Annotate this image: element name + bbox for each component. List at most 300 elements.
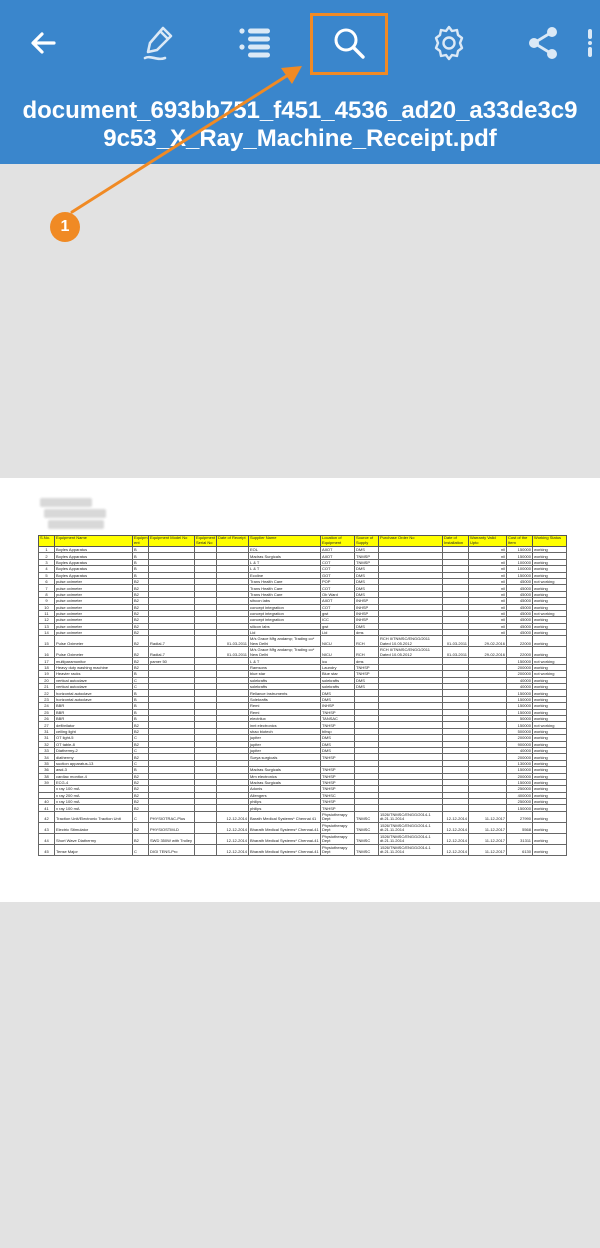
- table-cell: 150000: [507, 779, 533, 785]
- table-cell: DMS: [355, 623, 379, 629]
- table-cell: Lid: [249, 630, 321, 636]
- table-cell: B: [133, 559, 149, 565]
- table-cell: 36: [39, 767, 55, 773]
- table-cell: Trans Health Care: [249, 585, 321, 591]
- table-cell: Trans Health Care: [249, 578, 321, 584]
- table-cell: Physiotherapy Dept: [321, 822, 355, 833]
- table-cell: nil: [469, 630, 507, 636]
- table-cell: B2: [133, 754, 149, 760]
- table-cell: solekrafts: [321, 684, 355, 690]
- table-cell: NICU: [321, 636, 355, 647]
- table-cell: 22: [39, 690, 55, 696]
- share-button[interactable]: [514, 14, 572, 72]
- table-cell: 45000: [507, 591, 533, 597]
- table-cell: working: [533, 598, 567, 604]
- table-cell: 26: [39, 715, 55, 721]
- table-cell: Ecoline: [249, 572, 321, 578]
- table-cell: Traction Unit/Electronic Traction Unit: [55, 811, 133, 822]
- table-cell: sihcon labs: [249, 598, 321, 604]
- table-cell: ECG-4: [55, 779, 133, 785]
- table-cell: suction apparatus-13: [55, 760, 133, 766]
- table-cell: B: [133, 709, 149, 715]
- annotate-button[interactable]: [130, 14, 188, 72]
- table-cell: INHSP: [355, 617, 379, 623]
- table-cell: 400000: [507, 792, 533, 798]
- table-cell: 27: [39, 722, 55, 728]
- table-cell: not working: [533, 722, 567, 728]
- table-cell: Bharath Medical Systems* Chennai-41: [249, 833, 321, 844]
- table-cell: Blue star: [321, 671, 355, 677]
- table-cell: 9: [39, 598, 55, 604]
- table-cell: B: [133, 767, 149, 773]
- table-cell: 16: [39, 647, 55, 658]
- table-cell: pulse oximeter: [55, 591, 133, 597]
- table-cell: working: [533, 696, 567, 702]
- table-cell: TNMSC: [355, 833, 379, 844]
- table-cell: B2: [133, 647, 149, 658]
- table-cell: working: [533, 805, 567, 811]
- table-cell: M/s Grace Mfg andamp; Trading co* New Delhi: [249, 636, 321, 647]
- table-cell: Adonis: [249, 786, 321, 792]
- table-cell: B2: [133, 779, 149, 785]
- table-cell: 200000: [507, 773, 533, 779]
- table-cell: Madras Surgicals: [249, 779, 321, 785]
- table-cell: 27990: [507, 811, 533, 822]
- table-cell: jupiter: [249, 735, 321, 741]
- table-cell: RCH II/TNMSC/ENGG/2011 Dated 10.05.2012: [379, 647, 443, 658]
- table-cell: working: [533, 566, 567, 572]
- table-cell: B: [133, 553, 149, 559]
- table-cell: gwt: [321, 623, 355, 629]
- table-cell: 12-12-2014: [443, 833, 469, 844]
- viewer-background: [0, 164, 600, 478]
- table-cell: 44: [39, 833, 55, 844]
- table-cell: Barath Medical Systems* Chennai 41: [249, 811, 321, 822]
- table-cell: shao biotech: [249, 728, 321, 734]
- table-cell: TNHSP: [321, 786, 355, 792]
- table-cell: Electric Stimulator: [55, 822, 133, 833]
- table-cell: INHSP: [355, 598, 379, 604]
- table-cell: Madras Surgicals: [249, 553, 321, 559]
- table-cell: B2: [133, 792, 149, 798]
- table-cell: GOT: [321, 572, 355, 578]
- table-cell: B2: [133, 799, 149, 805]
- table-cell: 29-02-2016: [469, 647, 507, 658]
- table-cell: working: [533, 760, 567, 766]
- table-cell: 7: [39, 585, 55, 591]
- table-cell: 45000: [507, 617, 533, 623]
- table-cell: Reliance instruments: [249, 690, 321, 696]
- table-cell: NICU: [321, 647, 355, 658]
- table-cell: nil: [469, 566, 507, 572]
- table-cell: 40: [39, 799, 55, 805]
- table-cell: 150000: [507, 572, 533, 578]
- table-cell: [195, 636, 217, 647]
- table-cell: 38: [39, 773, 55, 779]
- gear-icon: [430, 24, 468, 62]
- table-cell: cardiac monitor-4: [55, 773, 133, 779]
- table-cell: DMS: [321, 696, 355, 702]
- table-cell: pulse oximeter: [55, 610, 133, 616]
- table-cell: Lid: [321, 630, 355, 636]
- table-cell: 40000: [507, 677, 533, 683]
- table-cell: Heavy duty washing machine: [55, 664, 133, 670]
- list-icon: [237, 26, 273, 60]
- table-cell: working: [533, 547, 567, 553]
- table-cell: 42: [39, 811, 55, 822]
- table-cell: POP: [321, 578, 355, 584]
- table-cell: x ray 200 mA: [55, 792, 133, 798]
- outline-button[interactable]: [226, 14, 284, 72]
- table-row: [39, 844, 567, 855]
- table-cell: B2: [133, 598, 149, 604]
- table-cell: not working: [533, 578, 567, 584]
- table-cell: Madras Surgicals: [249, 767, 321, 773]
- table-cell: B: [133, 566, 149, 572]
- table-cell: AIIOT: [321, 598, 355, 604]
- table-cell: Radial-7: [149, 647, 195, 658]
- table-cell: vertical autoclave: [55, 684, 133, 690]
- table-cell: 1526/TNMSC/ENGG/2014-1 dt.21.11.2014: [379, 822, 443, 833]
- table-cell: 32: [39, 741, 55, 747]
- table-cell: 10: [39, 604, 55, 610]
- table-cell: Physiotherapy Dept: [321, 844, 355, 855]
- table-cell: TNMSC: [355, 844, 379, 855]
- document-title-bar: [0, 86, 600, 164]
- table-cell: diathermy: [55, 754, 133, 760]
- table-cell: SWD 350W with Trolley: [149, 833, 195, 844]
- column-header: Purchase Order No: [379, 536, 443, 547]
- table-cell: B2: [133, 773, 149, 779]
- table-cell: 40000: [507, 747, 533, 753]
- table-cell: not working: [533, 610, 567, 616]
- table-cell: pulse oximeter: [55, 585, 133, 591]
- table-cell: 100000: [507, 566, 533, 572]
- table-cell: C: [133, 684, 149, 690]
- table-cell: 25: [39, 709, 55, 715]
- table-cell: 150000: [507, 658, 533, 664]
- table-cell: 5568: [507, 822, 533, 833]
- table-cell: C: [133, 844, 149, 855]
- table-cell: pulse oximeter: [55, 630, 133, 636]
- table-cell: 150000: [507, 547, 533, 553]
- table-cell: 1: [39, 547, 55, 553]
- table-cell: INHSP: [355, 610, 379, 616]
- table-cell: 12-12-2014: [217, 822, 249, 833]
- table-cell: Pulse Oximeter: [55, 647, 133, 658]
- table-cell: L & T: [249, 559, 321, 565]
- table-cell: 21: [39, 684, 55, 690]
- table-cell: working: [533, 747, 567, 753]
- pen-icon: [141, 23, 177, 63]
- table-cell: 14: [39, 630, 55, 636]
- table-cell: TNHSC: [321, 792, 355, 798]
- table-cell: not working: [533, 671, 567, 677]
- table-cell: L & T: [249, 658, 321, 664]
- table-cell: 20: [39, 677, 55, 683]
- table-cell: working: [533, 773, 567, 779]
- table-cell: COT: [321, 604, 355, 610]
- table-cell: working: [533, 664, 567, 670]
- table-cell: DMS: [355, 578, 379, 584]
- table-cell: Surya surgicals: [249, 754, 321, 760]
- table-cell: 15: [39, 636, 55, 647]
- table-cell: BBR: [55, 715, 133, 721]
- table-cell: 11-12-2017: [469, 844, 507, 855]
- table-cell: Pulse Oximeter: [55, 636, 133, 647]
- table-cell: working: [533, 572, 567, 578]
- table-cell: B2: [133, 786, 149, 792]
- table-cell: L & T: [249, 566, 321, 572]
- table-cell: jupiter: [249, 741, 321, 747]
- table-cell: working: [533, 647, 567, 658]
- table-cell: TNHSP: [321, 805, 355, 811]
- table-cell: 45: [39, 844, 55, 855]
- table-cell: working: [533, 559, 567, 565]
- table-cell: multiparamonitor: [55, 658, 133, 664]
- column-header: Equipment Model No: [149, 536, 195, 547]
- table-cell: 11-12-2017: [469, 811, 507, 822]
- table-cell: TANSAC: [321, 715, 355, 721]
- table-cell: Diathermy-2: [55, 747, 133, 753]
- table-cell: Boyles Apparatus: [55, 572, 133, 578]
- table-cell: 12-12-2014: [443, 844, 469, 855]
- table-cell: 200000: [507, 735, 533, 741]
- table-cell: Trans Health Care: [249, 591, 321, 597]
- table-header-row: [39, 536, 567, 547]
- table-cell: 22000: [507, 636, 533, 647]
- table-cell: TNHSP: [355, 664, 379, 670]
- table-cell: 900000: [507, 741, 533, 747]
- table-row: [39, 636, 567, 647]
- table-cell: nil: [469, 547, 507, 553]
- table-cell: C: [133, 811, 149, 822]
- table-cell: B: [133, 703, 149, 709]
- table-cell: gwt: [321, 610, 355, 616]
- table-cell: 150000: [507, 709, 533, 715]
- table-cell: 17: [39, 658, 55, 664]
- table-cell: 150000: [507, 703, 533, 709]
- share-icon: [525, 25, 561, 61]
- table-cell: 45000: [507, 578, 533, 584]
- table-cell: TNHSP: [321, 779, 355, 785]
- table-cell: 100000: [507, 559, 533, 565]
- arrow-left-icon: [28, 28, 58, 58]
- table-cell: TNMSP: [355, 553, 379, 559]
- table-cell: 45000: [507, 604, 533, 610]
- table-cell: 31: [39, 735, 55, 741]
- table-cell: TNHSP: [321, 754, 355, 760]
- table-cell: working: [533, 741, 567, 747]
- table-cell: 1526/TNMSC/ENGG/2014-1 dt.21.11.2014: [379, 844, 443, 855]
- column-header: S.No.: [39, 536, 55, 547]
- table-cell: nil: [469, 598, 507, 604]
- table-cell: TNHSP: [321, 773, 355, 779]
- column-header: Supplier Name: [249, 536, 321, 547]
- table-cell: 1526/TNMSC/ENGG/2014-1 dt.21.11.2014: [379, 833, 443, 844]
- table-cell: 23: [39, 696, 55, 702]
- table-cell: TNHSP: [321, 799, 355, 805]
- table-cell: PHYSIOTRAC-Plus: [149, 811, 195, 822]
- search-highlight-box: [310, 13, 388, 75]
- redacted-header-line: [40, 498, 92, 507]
- table-cell: B2: [133, 623, 149, 629]
- table-cell: 39: [39, 779, 55, 785]
- table-cell: 12-12-2014: [443, 822, 469, 833]
- redacted-header-line: [48, 520, 104, 529]
- table-cell: Mm electronics: [249, 773, 321, 779]
- table-cell: DMS: [355, 585, 379, 591]
- table-cell: [195, 833, 217, 844]
- table-cell: working: [533, 767, 567, 773]
- table-cell: 12: [39, 617, 55, 623]
- table-cell: working: [533, 811, 567, 822]
- column-header: Equipm ent: [134, 535, 148, 545]
- table-cell: solekrafts: [249, 684, 321, 690]
- table-cell: working: [533, 636, 567, 647]
- table-cell: innt electronics: [249, 722, 321, 728]
- table-cell: B2: [133, 664, 149, 670]
- table-cell: philips: [249, 805, 321, 811]
- column-header: Equipment Name: [55, 536, 133, 547]
- table-cell: INHSP: [321, 703, 355, 709]
- table-cell: BBR: [55, 709, 133, 715]
- table-cell: 13: [39, 623, 55, 629]
- table-cell: 150000: [507, 690, 533, 696]
- table-cell: [195, 647, 217, 658]
- table-cell: 6130: [507, 844, 533, 855]
- table-cell: 2: [39, 553, 55, 559]
- table-cell: B2: [133, 630, 149, 636]
- table-cell: 50000: [507, 715, 533, 721]
- table-cell: working: [533, 591, 567, 597]
- table-cell: C: [133, 747, 149, 753]
- table-cell: 22000: [507, 647, 533, 658]
- table-cell: B2: [133, 604, 149, 610]
- table-cell: working: [533, 684, 567, 690]
- column-header: Date of Receipt: [217, 536, 249, 547]
- table-cell: Ramsons: [249, 664, 321, 670]
- table-cell: B: [133, 690, 149, 696]
- table-cell: Solekrafts: [249, 696, 321, 702]
- more-icon: [580, 25, 600, 61]
- table-cell: TNHSP: [321, 767, 355, 773]
- receipt-table: [38, 535, 567, 856]
- table-cell: 34: [39, 754, 55, 760]
- table-cell: RCH II/TNMSC/ENGG/2011 Dated 10.05.2012: [379, 636, 443, 647]
- settings-button[interactable]: [420, 14, 478, 72]
- table-cell: Bharath Medical Systems* Chennai-41: [249, 822, 321, 833]
- table-cell: nil: [469, 578, 507, 584]
- table-cell: B: [133, 696, 149, 702]
- table-cell: working: [533, 792, 567, 798]
- table-cell: [195, 822, 217, 833]
- table-cell: 01-03-2011: [217, 647, 249, 658]
- table-cell: 12-12-2014: [217, 844, 249, 855]
- table-cell: AIIOT: [321, 553, 355, 559]
- table-cell: INHSP: [355, 604, 379, 610]
- table-cell: 8: [39, 591, 55, 597]
- table-row: [39, 822, 567, 833]
- table-cell: DMS: [355, 547, 379, 553]
- column-header: Cost of the Item: [507, 536, 533, 547]
- table-cell: Radial-7: [149, 636, 195, 647]
- table-cell: 41: [39, 805, 55, 811]
- table-cell: horizontal autoclave: [55, 690, 133, 696]
- table-cell: working: [533, 844, 567, 855]
- table-cell: working: [533, 553, 567, 559]
- table-row: [39, 811, 567, 822]
- table-cell: pulse oximeter: [55, 617, 133, 623]
- table-cell: working: [533, 709, 567, 715]
- table-cell: 150000: [507, 767, 533, 773]
- table-cell: 500000: [507, 728, 533, 734]
- table-cell: 40000: [507, 684, 533, 690]
- table-cell: x ray 100 mA: [55, 799, 133, 805]
- table-cell: 31: [39, 728, 55, 734]
- more-button[interactable]: [580, 14, 600, 72]
- table-cell: working: [533, 677, 567, 683]
- table-cell: 45000: [507, 598, 533, 604]
- table-cell: 150000: [507, 553, 533, 559]
- table-cell: TNHSP: [321, 722, 355, 728]
- table-cell: working: [533, 690, 567, 696]
- table-cell: 45000: [507, 610, 533, 616]
- column-header: Working Status: [533, 536, 567, 547]
- table-cell: 43: [39, 822, 55, 833]
- table-cell: Boyles Apparatus: [55, 547, 133, 553]
- table-cell: awd-3: [55, 767, 133, 773]
- table-cell: nil: [469, 610, 507, 616]
- table-cell: TNHSP: [355, 671, 379, 677]
- table-cell: x ray 100 mA: [55, 786, 133, 792]
- table-cell: vertical autoclave: [55, 677, 133, 683]
- table-cell: Heavier racks: [55, 671, 133, 677]
- table-cell: jupiter: [249, 747, 321, 753]
- table-cell: concept integration: [249, 617, 321, 623]
- column-header: Location of Equipment: [321, 536, 355, 547]
- table-cell: working: [533, 786, 567, 792]
- table-cell: 12-12-2014: [217, 833, 249, 844]
- table-cell: 150000: [507, 696, 533, 702]
- table-cell: 200000: [507, 754, 533, 760]
- table-cell: B: [133, 671, 149, 677]
- table-cell: 250000: [507, 786, 533, 792]
- table-cell: bihsp: [321, 728, 355, 734]
- table-row: [39, 647, 567, 658]
- table-cell: pulse oximeter: [55, 623, 133, 629]
- table-cell: 12-12-2014: [443, 811, 469, 822]
- table-cell: working: [533, 703, 567, 709]
- table-cell: 18: [39, 664, 55, 670]
- table-cell: nil: [469, 553, 507, 559]
- table-cell: x ray 100 mA: [55, 805, 133, 811]
- table-cell: COT: [321, 559, 355, 565]
- table-cell: B2: [133, 728, 149, 734]
- table-cell: B2: [133, 585, 149, 591]
- table-cell: 250000: [507, 799, 533, 805]
- table-cell: 11-12-2017: [469, 822, 507, 833]
- table-cell: defibrilator: [55, 722, 133, 728]
- column-header: Source of Supply: [355, 536, 379, 547]
- table-cell: C: [133, 735, 149, 741]
- back-button[interactable]: [14, 14, 72, 72]
- table-cell: B2: [133, 591, 149, 597]
- table-cell: 19: [39, 671, 55, 677]
- table-cell: DMS: [321, 741, 355, 747]
- table-cell: 31311: [507, 833, 533, 844]
- table-cell: B2: [133, 822, 149, 833]
